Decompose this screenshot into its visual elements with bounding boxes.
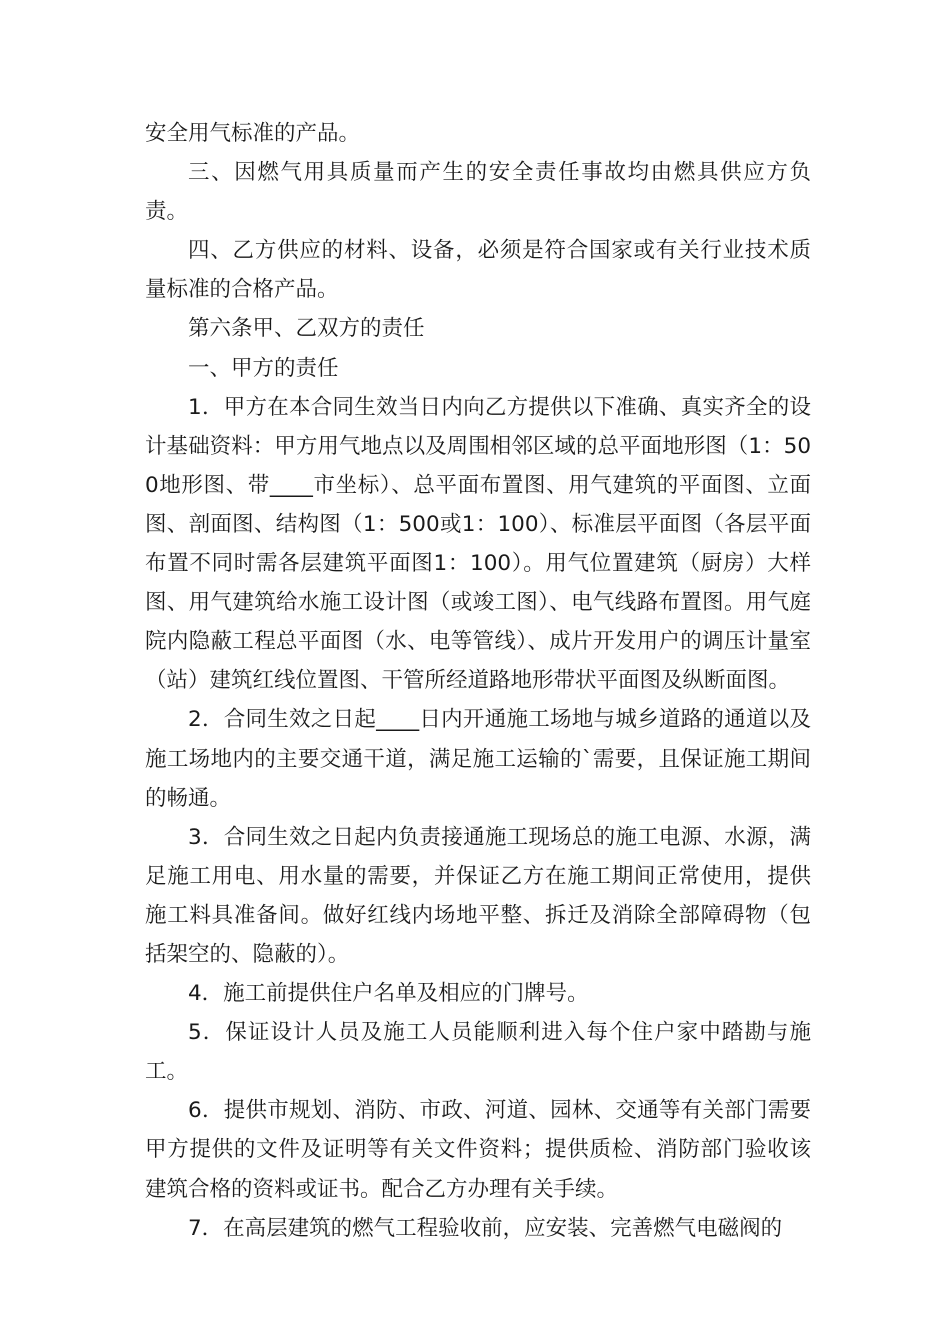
subsection-heading-party-a: 一、甲方的责任 <box>188 355 339 381</box>
document-body <box>145 114 811 1248</box>
paragraph-item-4: 4．施工前提供住户名单及相应的门牌号。 <box>188 981 589 1007</box>
section-heading-article-6: 第六条甲、乙双方的责任 <box>188 316 425 342</box>
paragraph-item-3: 3．合同生效之日起内负责接通施工现场总的施工电源、水源，满足施工用电、用水量的需要，并保证乙方在施工期间正常使用，提供施工料具准备间。做好红线内场地平整、拆迁及消除全部障碍物（包括架空的、隐蔽的）。 <box>145 824 811 967</box>
paragraph-clause-4: 四、乙方供应的材料、设备，必须是符合国家或有关行业技术质量标准的合格产品。 <box>145 238 811 303</box>
paragraph-clause-3: 三、因燃气用具质量而产生的安全责任事故均由燃具供应方负责。 <box>145 160 811 225</box>
paragraph-item-7: 7．在高层建筑的燃气工程验收前，应安装、完善燃气电磁阀的 <box>188 1215 783 1241</box>
paragraph-item-5: 5．保证设计人员及施工人员能顺利进入每个住户家中踏勘与施工。 <box>145 1020 811 1085</box>
paragraph-item-6: 6．提供市规划、消防、市政、河道、园林、交通等有关部门需要甲方提供的文件及证明等有关文件资料；提供质检、消防部门验收该建筑合格的资料或证书。配合乙方办理有关手续。 <box>145 1098 811 1202</box>
paragraph-item-2: 2．合同生效之日起____日内开通施工场地与城乡道路的通道以及施工场地内的主要交通干道，满足施工运输的`需要，且保证施工期间的畅通。 <box>145 707 811 811</box>
paragraph-item-1: 1．甲方在本合同生效当日内向乙方提供以下准确、真实齐全的设计基础资料：甲方用气地点以及周围相邻区域的总平面地形图（1：500地形图、带____市坐标）、总平面布置图、用气建筑的平面图、立面图、剖面图、结构图（1：500或1：100）、标准层平面图（各层平面布置不同时需各层建筑平面图1：100）。用气位置建筑（厨房）大样图、用气建筑给水施工设计图（或竣工图）、电气线路布置图。用气庭院内隐蔽工程总平面图（水、电等管线）、成片开发用户的调压计量室（站）建筑红线位置图、干管所经道路地形带状平面图及纵断面图。 <box>145 394 811 694</box>
paragraph-continuation: 安全用气标准的产品。 <box>145 121 361 146</box>
